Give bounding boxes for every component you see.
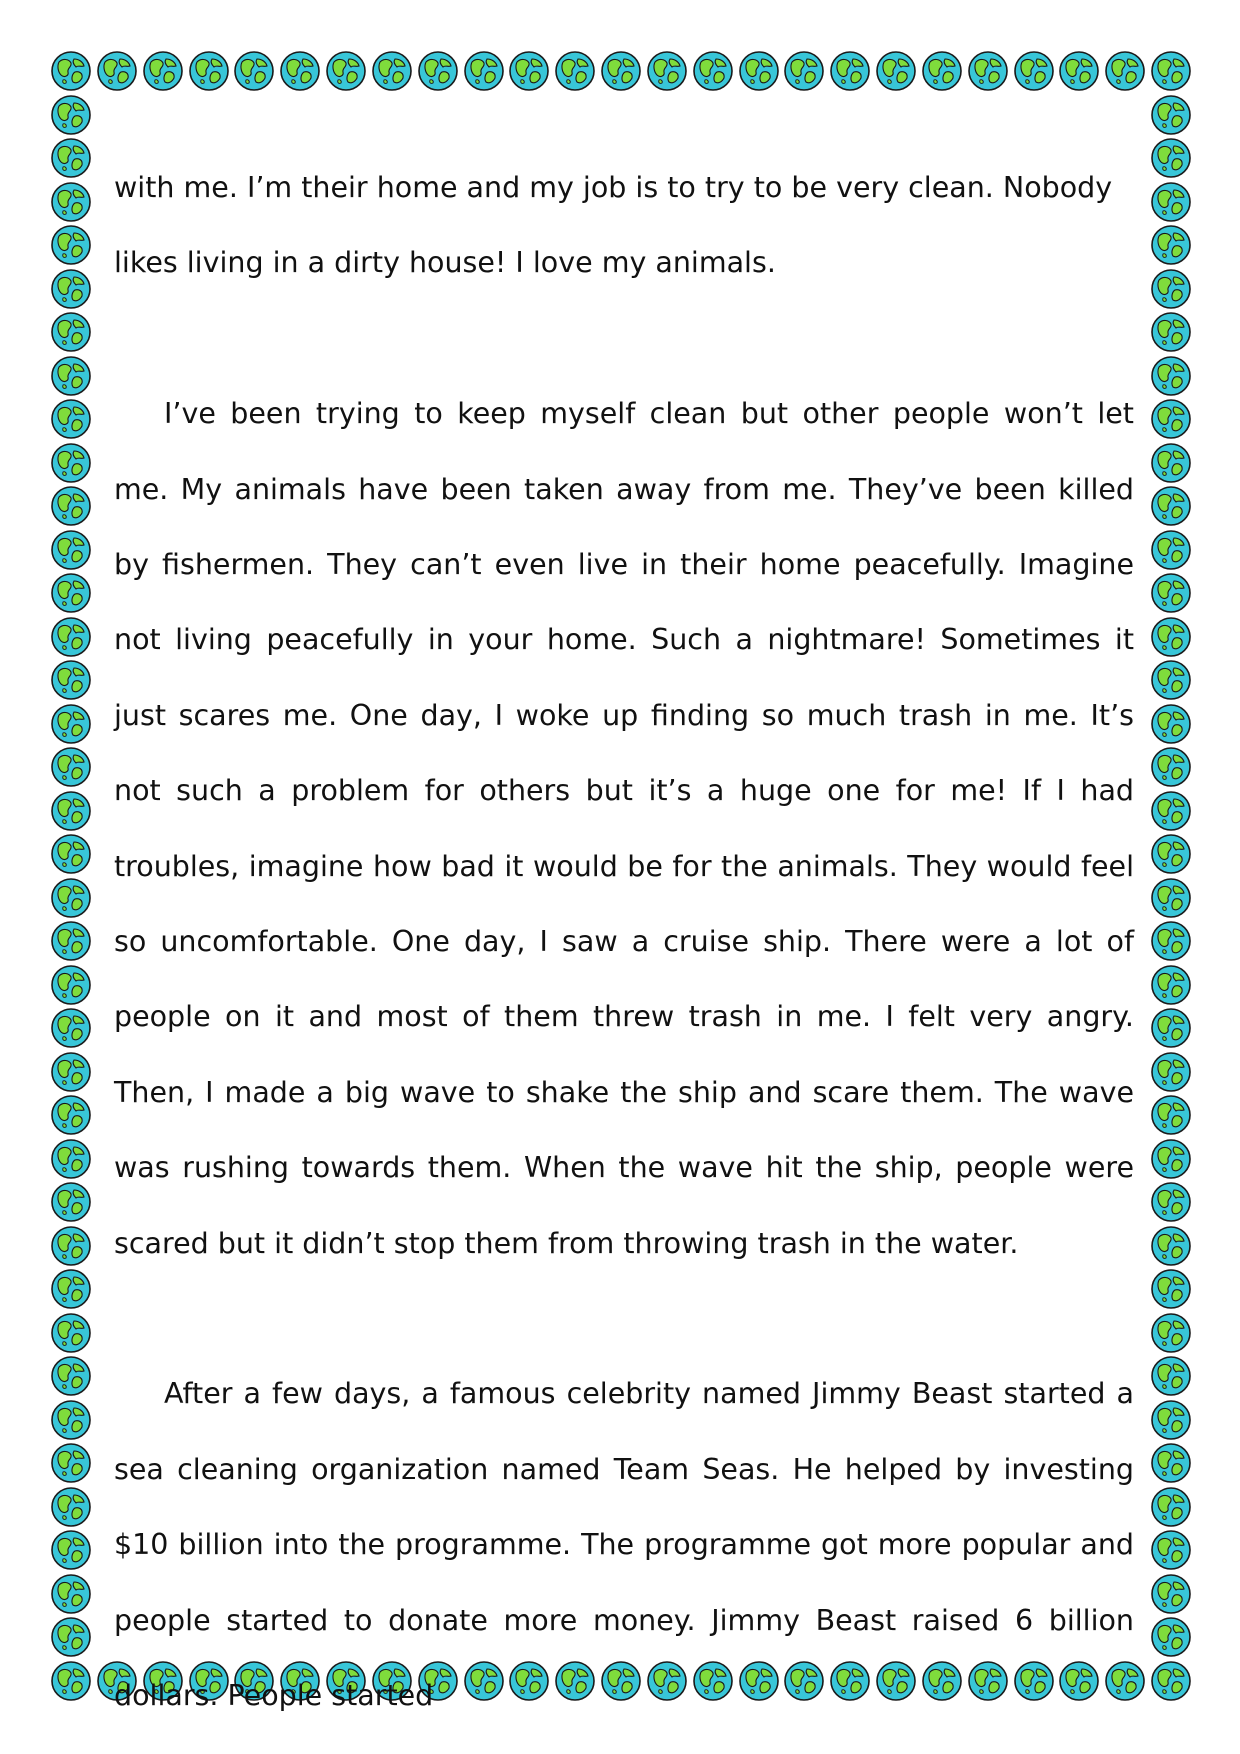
earth-globe-icon — [1150, 659, 1192, 701]
earth-globe-icon — [50, 94, 92, 136]
earth-globe-icon — [50, 1312, 92, 1354]
paragraph-2: I’ve been trying to keep myself clean but other people won’t let me. My animals have been taken away from me. They’ve been killed by fishermen. They can’t even live in their home peacefully. Imagine not living peacefully in your home. Such a nightmare! Sometimes it just scares me. One day, I woke up finding so much trash in me. It’s not such a problem for others but it’s a huge one for me! If I had troubles, imagine how bad it would be for the animals. They would feel so uncomfortable. One day, I saw a cruise ship. There were a lot of people on it and most of them threw trash in me. I felt very angry. Then, I made a big wave to shake the ship and scare them. The wave was rushing towards them. When the wave hit the ship, people were scared but it didn’t stop them from throwing trash in the water. — [114, 397, 1134, 1260]
earth-globe-icon — [1013, 50, 1055, 92]
earth-globe-icon — [1150, 1181, 1192, 1223]
earth-globe-icon — [1150, 224, 1192, 266]
earth-globe-icon — [1150, 1442, 1192, 1484]
earth-globe-icon — [1150, 355, 1192, 397]
earth-globe-icon — [142, 50, 184, 92]
earth-globe-icon — [50, 1268, 92, 1310]
earth-globe-icon — [50, 50, 92, 92]
earth-globe-icon — [1150, 1268, 1192, 1310]
paragraph-spacer — [114, 301, 1134, 376]
earth-globe-icon — [50, 311, 92, 353]
earth-globe-icon — [1150, 442, 1192, 484]
earth-globe-icon — [50, 137, 92, 179]
earth-globe-icon — [50, 529, 92, 571]
earth-globe-icon — [50, 746, 92, 788]
paragraph-1: with me. I’m their home and my job is to try to be very clean. Nobody likes living in a dirty house! I love my animals. — [114, 171, 1113, 280]
paragraph-spacer — [114, 1281, 1134, 1356]
earth-globe-icon — [829, 50, 871, 92]
earth-globe-icon — [1150, 311, 1192, 353]
earth-globe-icon — [1150, 1312, 1192, 1354]
earth-globe-icon — [783, 50, 825, 92]
earth-globe-icon — [967, 50, 1009, 92]
earth-globe-icon — [1150, 703, 1192, 745]
earth-globe-icon — [1150, 1486, 1192, 1528]
earth-globe-icon — [554, 50, 596, 92]
earth-globe-icon — [50, 1138, 92, 1180]
earth-globe-icon — [50, 964, 92, 1006]
earth-globe-icon — [50, 1051, 92, 1093]
earth-globe-icon — [1150, 1007, 1192, 1049]
earth-globe-icon — [417, 50, 459, 92]
earth-globe-icon — [50, 877, 92, 919]
earth-globe-icon — [50, 1355, 92, 1397]
earth-globe-icon — [50, 268, 92, 310]
earth-globe-icon — [50, 1573, 92, 1615]
earth-globe-icon — [50, 181, 92, 223]
earth-globe-icon — [325, 50, 367, 92]
paragraph-3: After a few days, a famous celebrity named Jimmy Beast started a sea cleaning organization named Team Seas. He helped by investing $10 billion into the programme. The programme got more popular and people started to donate more money. Jimmy Beast raised 6 billion dollars. People started — [114, 1377, 1134, 1713]
earth-globe-icon — [463, 50, 505, 92]
earth-globe-icon — [738, 50, 780, 92]
earth-globe-icon — [1150, 1355, 1192, 1397]
earth-globe-icon — [50, 833, 92, 875]
earth-globe-icon — [50, 1442, 92, 1484]
earth-globe-icon — [50, 1094, 92, 1136]
earth-globe-icon — [1150, 833, 1192, 875]
earth-globe-icon — [1150, 790, 1192, 832]
earth-globe-icon — [1150, 964, 1192, 1006]
story-page — [114, 150, 1134, 1734]
earth-globe-icon — [50, 1007, 92, 1049]
earth-globe-icon — [50, 790, 92, 832]
earth-globe-icon — [1150, 529, 1192, 571]
earth-globe-icon — [50, 224, 92, 266]
earth-globe-icon — [50, 1181, 92, 1223]
earth-globe-icon — [1058, 50, 1100, 92]
earth-globe-icon — [50, 1660, 92, 1702]
earth-globe-icon — [1150, 877, 1192, 919]
earth-globe-icon — [1150, 137, 1192, 179]
earth-globe-icon — [1150, 398, 1192, 440]
earth-globe-icon — [50, 1486, 92, 1528]
earth-globe-icon — [1150, 1138, 1192, 1180]
earth-globe-icon — [50, 1399, 92, 1441]
earth-globe-icon — [646, 50, 688, 92]
earth-globe-icon — [875, 50, 917, 92]
earth-globe-icon — [1150, 181, 1192, 223]
earth-globe-icon — [1150, 616, 1192, 658]
earth-globe-icon — [1150, 1529, 1192, 1571]
earth-globe-icon — [50, 572, 92, 614]
earth-globe-icon — [1150, 485, 1192, 527]
earth-globe-icon — [692, 50, 734, 92]
earth-globe-icon — [233, 50, 275, 92]
earth-globe-icon — [50, 616, 92, 658]
earth-globe-icon — [1150, 1660, 1192, 1702]
earth-globe-icon — [1150, 746, 1192, 788]
earth-globe-icon — [921, 50, 963, 92]
earth-globe-icon — [1150, 1051, 1192, 1093]
earth-globe-icon — [1150, 1094, 1192, 1136]
earth-globe-icon — [1150, 572, 1192, 614]
earth-globe-icon — [50, 1529, 92, 1571]
earth-globe-icon — [1150, 1225, 1192, 1267]
earth-globe-icon — [1150, 1399, 1192, 1441]
earth-globe-icon — [600, 50, 642, 92]
earth-globe-icon — [50, 442, 92, 484]
earth-globe-icon — [371, 50, 413, 92]
earth-globe-icon — [50, 355, 92, 397]
earth-globe-icon — [188, 50, 230, 92]
earth-globe-icon — [279, 50, 321, 92]
earth-globe-icon — [50, 1616, 92, 1658]
earth-globe-icon — [1104, 50, 1146, 92]
earth-globe-icon — [1150, 1616, 1192, 1658]
earth-globe-icon — [1150, 920, 1192, 962]
earth-globe-icon — [50, 398, 92, 440]
earth-globe-icon — [96, 50, 138, 92]
earth-globe-icon — [50, 1225, 92, 1267]
earth-globe-icon — [1150, 268, 1192, 310]
earth-globe-icon — [50, 485, 92, 527]
earth-globe-icon — [1150, 1573, 1192, 1615]
earth-globe-icon — [1150, 50, 1192, 92]
earth-globe-icon — [1150, 94, 1192, 136]
earth-globe-icon — [50, 659, 92, 701]
earth-globe-icon — [50, 703, 92, 745]
earth-globe-icon — [508, 50, 550, 92]
earth-globe-icon — [50, 920, 92, 962]
